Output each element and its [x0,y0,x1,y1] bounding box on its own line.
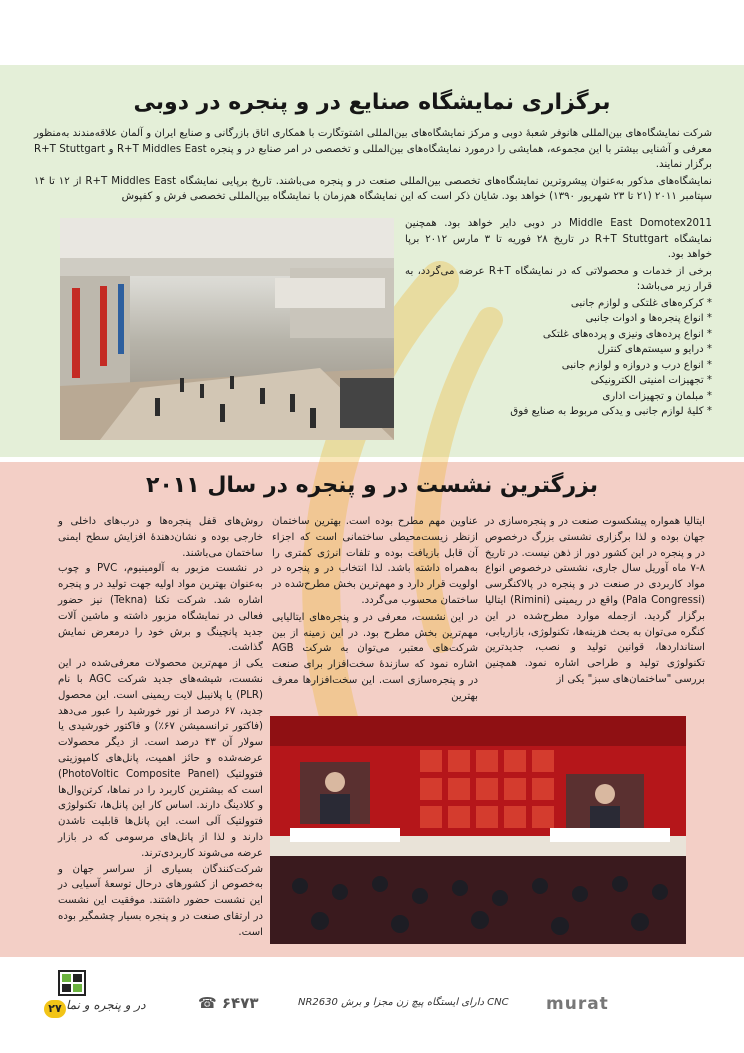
section2-title: بزرگترین نشست در و پنجره در سال ۲۰۱۱ [145,473,599,498]
list-item: * درایو و سیستم‌های کنترل [405,342,712,358]
magazine-name: در و پنجره و نما [66,998,146,1012]
column-text: یکی از مهم‌ترین محصولات معرفی‌شده در این نشست، شیشه‌های جدید شرکت AGC با نام (PLR) یا پلانیبل لایت ریمینی است. این محصول جدید، ۶۷ درصد از نور خورشید را عبور می‌دهد (فاکتور ترانسمیشن ۶۷٪) و فاکتور خورشیدی یا سولار آن ۴۳ درصد است. از دیگر محصولات عرضه‌شده و حائز اهمیت، پانل‌های کامپوزیتی فتوولتیک (PhotoVoltic Composite Panel) است که بیشترین کاربرد را در نماها، کرتن‌وال‌ها و کلادینگ دارند. اساس کار این پانل‌ها، تکنولوژی فتوولتیک آلی است. این پانل‌ها قابلیت تاشدن دارند و لذا از پانل‌های مرسومی که در بازار عرضه می‌شوند کاربردی‌ترند. [58,658,264,859]
list-item: * انواع پرده‌های ونیزی و پرده‌های غلتکی [405,327,712,343]
column-text: در نشست مزبور به آلومینیوم، PVC و چوب به‌عنوان بهترین مواد اولیه جهت تولید در و پنجره اشاره شد. شرکت تکنا (Tekna) نیز حضور فعالی در نمایشگاه مزبور داشته و ماشین آلات جدید پانچینگ و برش خود را درمعرض نمایش گذاشت. [58,563,263,654]
cnc-ad-text: NR2630 دارای ایستگاه پیچ زن مجزا و برش CNC [298,997,509,1008]
section2-column-right [485,514,705,688]
products-list [405,296,712,420]
column-text: شرکت‌کنندگان بسیاری از سراسر جهان و به‌خصوص از کشورهای درحال توسعهٔ آسیایی در این نشست حضور داشتند. موفقیت این نشست در ارتقای صنعت در و پنجره بسیار چشمگیر بوده است. [58,863,263,938]
exhibition-hall-illustration [60,218,394,440]
column-text: عناوین مهم مطرح بوده است. بهترین ساختمان ازنظر زیست‌محیطی ساختمانی است که اجزاء آن قابل بازیافت بوده و تلفات انرژی کمتری را به‌همراه داشته باشد. لذا انتخاب در و پنجره در اولویت قرار دارد و مهم‌ترین بخش مطرح‌شده در ساختمان محسوب می‌گردد. [272,516,478,606]
list-item: * انواع درب و دروازه و لوازم جانبی [405,358,712,374]
intro-paragraph: شرکت نمایشگاه‌های بین‌المللی هانوفر شعبهٔ دوبی و مرکز نمایشگاه‌های بین‌المللی اشتوتگارت با همکاری اتاق بازرگانی و صنایع ایران و آلمان علاقه‌مندند به‌منظور معرفی و آشنایی بیشتر با این مجموعه، همایشی را درمورد نمایشگاه‌های بین‌المللی و تخصصی در امر صنایع در و پنجره R+T Middles East و R+T Stuttgart برگزار نمایند. [34,128,712,170]
section1-title: برگزاری نمایشگاه صنایع در و پنجره در دوبی [133,90,611,115]
list-item: * تجهیزات امنیتی الکترونیکی [405,373,712,389]
section2-column-left [58,514,263,941]
column-text: ایتالیا همواره پیشکسوت صنعت در و پنجره‌سازی در جهان بوده و لذا برگزاری نشستی بزرگ درخصوص در و پنجره در این کشور دور از ذهن نیست. در تاریخ ۸-۷ ماه آوریل سال جاری، نشستی درخصوص انواع مواد کاربردی در صنعت در و پنجره در پالاکنگرسی (Pala Congressi) واقع در ریمینی (Rimini) ایتالیا برگزار گردید. ازجمله موارد مطرح‌شده در این کنگره می‌توان به بحث هزینه‌ها، تکنولوژی، بازاریابی، استانداردها، قوانین تولید و نصب، جدیدترین تکنولوژی تولید و طراحی اشاره نمود. همچنین بررسی "ساختمان‌های سبز" یکی از [485,516,706,685]
window-logo-icon [58,970,86,996]
conference-illustration [270,716,686,944]
brand-logo-text: murat [546,994,609,1014]
right-paragraph: Middle East Domotex2011 در دوبی دایر خواهد بود. همچنین نمایشگاه R+T Stuttgart در تاریخ ۲۸ فوریه تا ۳ مارس ۲۰۱۲ برپا خواهد بود. [405,218,712,260]
list-item: * کلیهٔ لوازم جانبی و یدکی مربوط به صنایع فوق [405,404,712,420]
intro-paragraph: نمایشگاه‌های مذکور به‌عنوان پیشروترین نمایشگاه‌های تخصصی بین‌المللی صنعت در و پنجره می‌باشند. تاریخ برپایی نمایشگاه R+T Middles East از ۱۲ تا ۱۴ سپتامبر ۲۰۱۱ (۲۱ تا ۲۳ شهریور ۱۳۹۰) خواهد بود. شایان ذکر است که این نمایشگاه هم‌زمان با نمایشگاه بین‌المللی تخصصی فرش و کفپوش [34,175,712,202]
exhibition-hall-photo [60,218,394,440]
section2-column-middle [272,514,478,705]
page-number: ۲۷ [44,1000,66,1018]
right-paragraph: برخی از خدمات و محصولاتی که در نمایشگاه R+T عرضه می‌گردد، به قرار زیر می‌باشد: [405,265,712,292]
column-text: در این نشست، معرفی در و پنجره‌های ایتالیایی مهم‌ترین بخش مطرح بود. در این زمینه از بین شرکت‌های معتبر، می‌توان به شرکت AGB اشاره نمود که سازندهٔ سخت‌افزار برای صنعت در و پنجره‌سازی است. این سخت‌افزارها معرف بهترین [272,611,478,702]
conference-photo [270,716,686,944]
list-item: * کرکره‌های غلتکی و لوازم جانبی [405,296,712,312]
list-item: * مبلمان و تجهیزات اداری [405,389,712,405]
section1-right-column [405,216,712,420]
list-item: * انواع پنجره‌ها و ادوات جانبی [405,311,712,327]
section1-intro [34,126,712,206]
phone-number: ☎ ۶۴۷۳ [198,994,259,1012]
column-text: روش‌های قفل پنجره‌ها و درب‌های داخلی و خارجی بوده و نشان‌دهندهٔ افزایش سطح ایمنی ساختمان می‌باشند. [58,516,263,559]
